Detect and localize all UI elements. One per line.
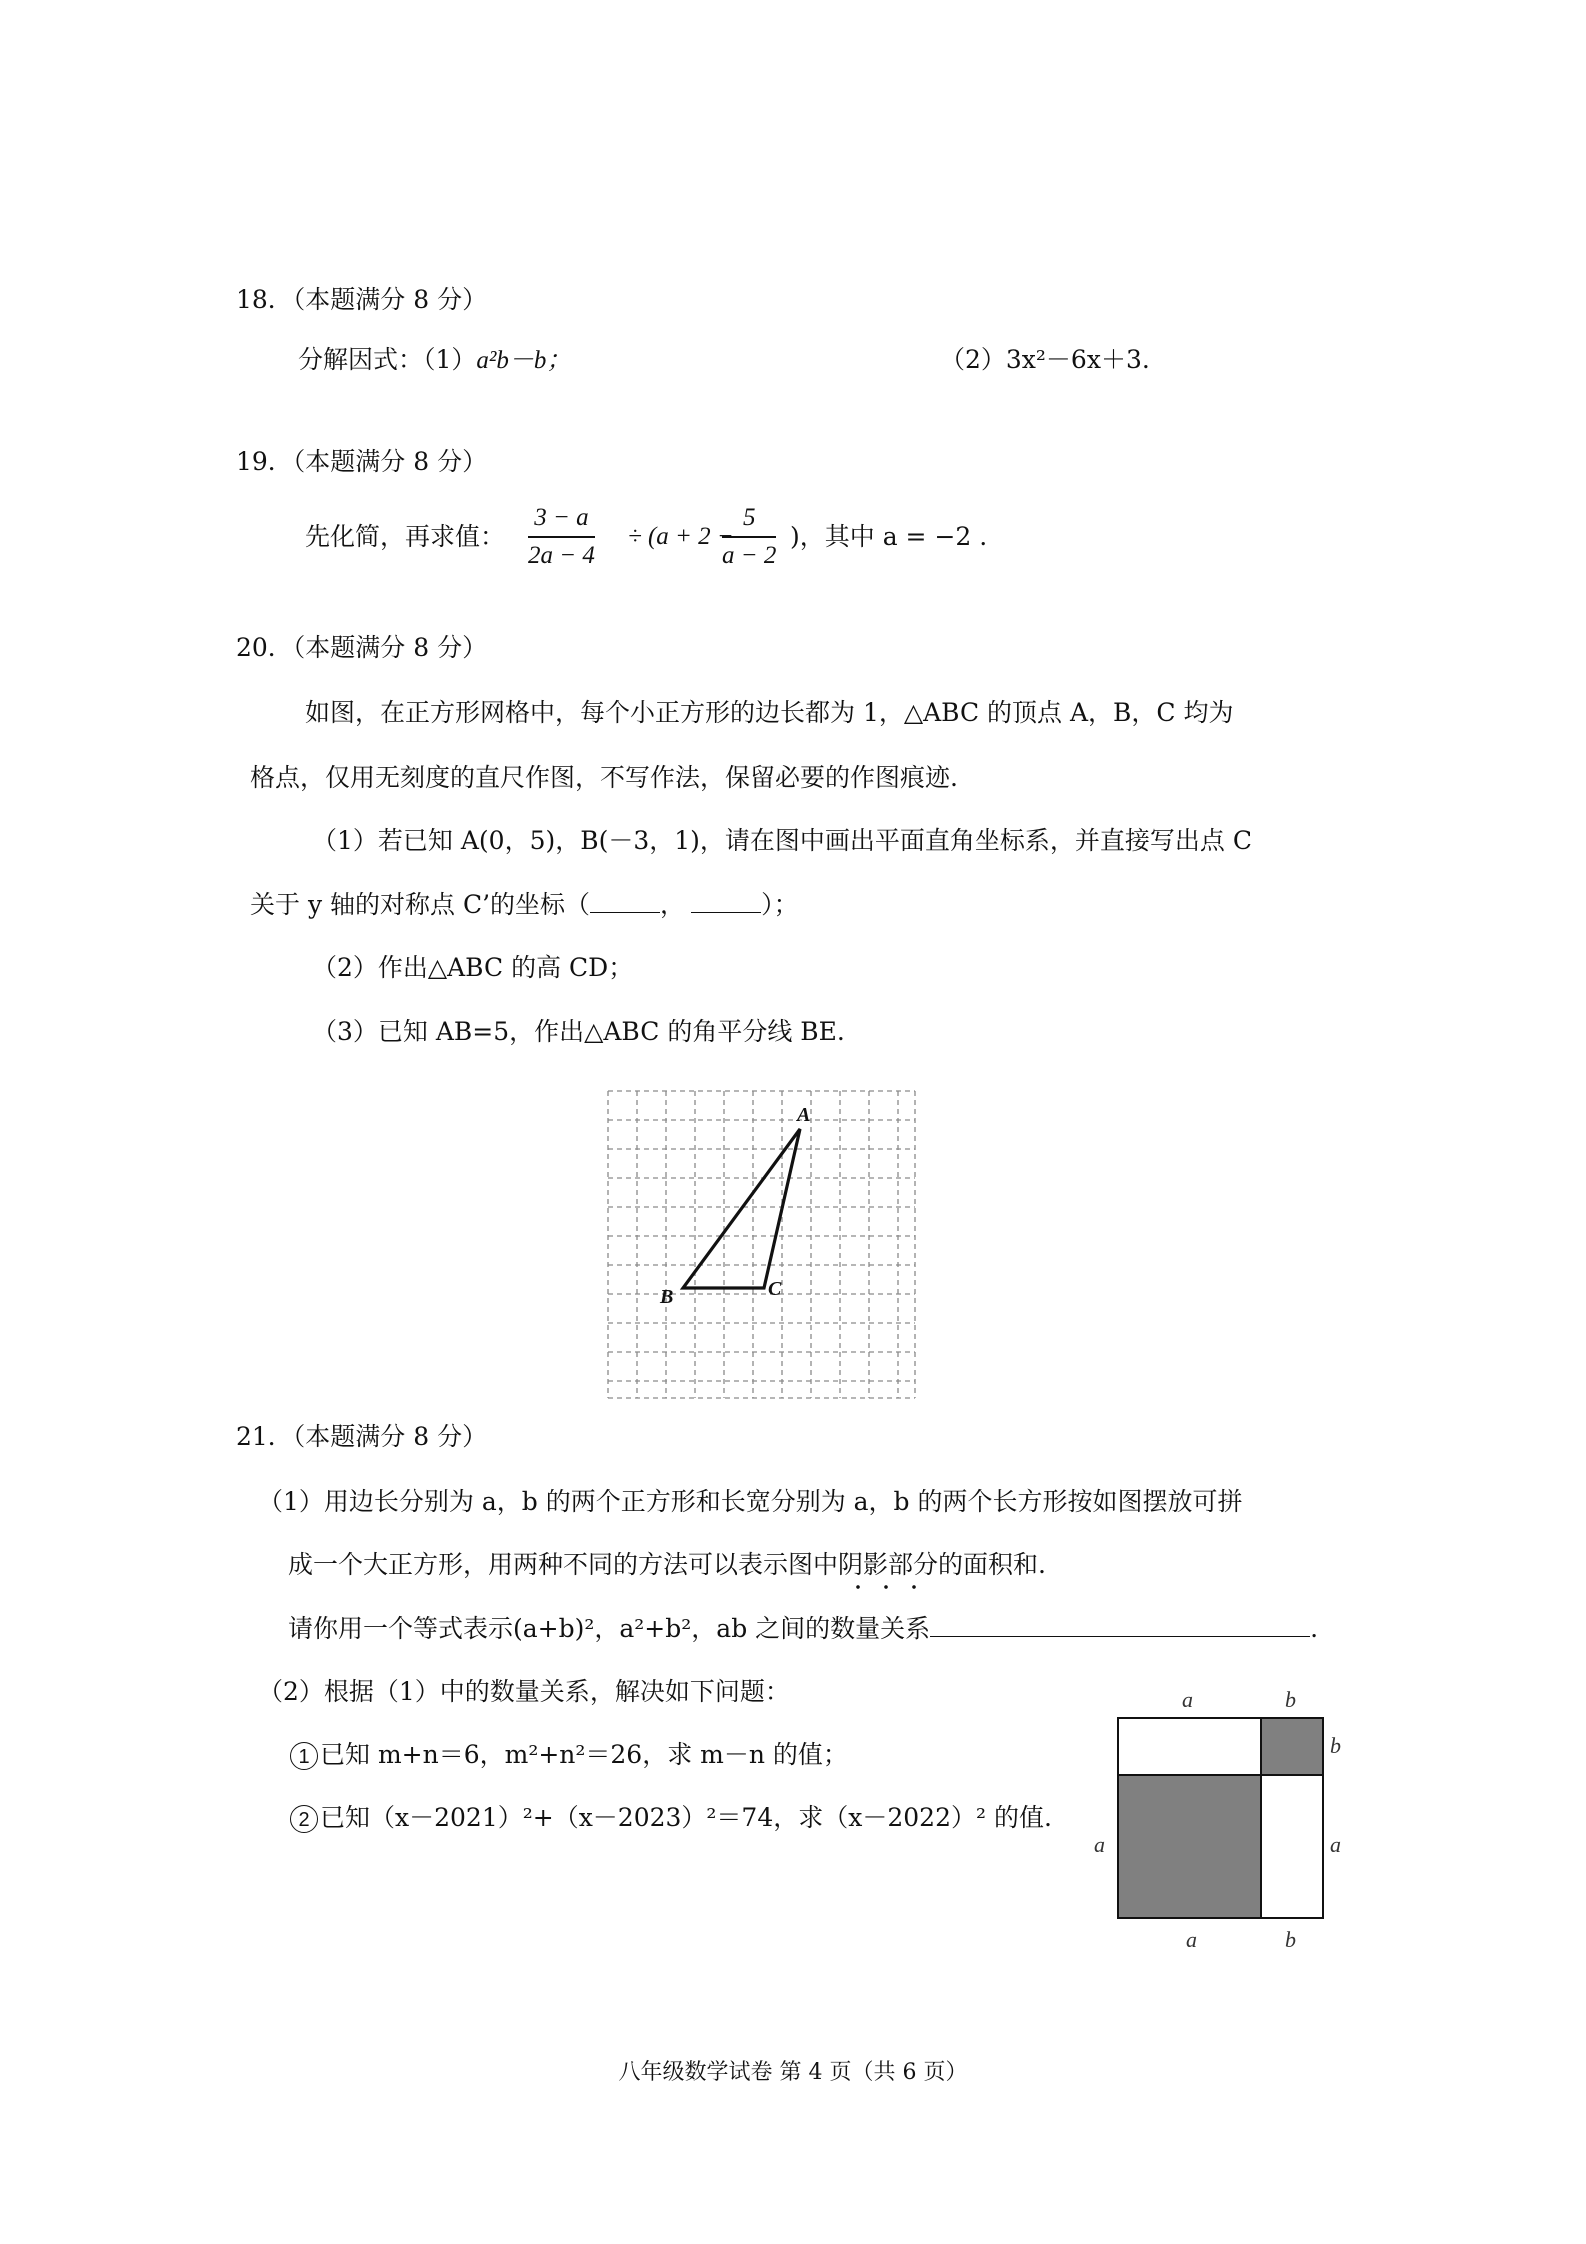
- q18-header: 18．（本题满分 8 分）: [236, 285, 488, 314]
- q20-line5: （2）作出△ABC 的高 CD；: [312, 953, 634, 982]
- answer-blank-equation[interactable]: [930, 1614, 1310, 1637]
- q20-line4-close: ）；: [761, 890, 799, 919]
- q18-part2-label: （2）: [940, 345, 1006, 374]
- label-right-b: b: [1330, 1733, 1341, 1758]
- q20-line6: （3）已知 AB=5，作出△ABC 的角平分线 BE.: [312, 1017, 845, 1046]
- q21-sub1: [290, 1740, 848, 1770]
- large-square-a-shaded: [1118, 1775, 1261, 1918]
- q19-frac1-numerator: 3 − a: [528, 504, 595, 538]
- q21-sub2-text: 已知（x－2021）²+（x－2023）²＝74，求（x－2022）² 的值.: [320, 1803, 1052, 1832]
- q20-line3: （1）若已知 A(0，5)，B(－3，1)，请在图中画出平面直角坐标系，并直接写出点 C: [312, 826, 1252, 855]
- vertex-label-c: C: [768, 1278, 782, 1300]
- q21-p1-line3-end: .: [1310, 1614, 1319, 1643]
- emphasis-shaded-part: 阴影部分: [838, 1550, 939, 1579]
- label-left-a: a: [1094, 1832, 1105, 1857]
- q21-sub2: [290, 1803, 1052, 1833]
- q20-header: 20．（本题满分 8 分）: [236, 633, 488, 662]
- page-footer: 八年级数学试卷 第 4 页（共 6 页）: [618, 2060, 968, 2085]
- rect-ab-top: [1118, 1718, 1261, 1775]
- q19-frac2-numerator: 5: [722, 504, 776, 538]
- q19-fraction-2: [722, 504, 776, 570]
- q20-line1: 如图，在正方形网格中，每个小正方形的边长都为 1，△ABC 的顶点 A，B，C 均为: [305, 698, 1234, 727]
- q20-line4: [250, 890, 799, 920]
- grid-lines: [608, 1091, 915, 1398]
- vertex-label-a: A: [797, 1104, 811, 1126]
- label-top-a: a: [1182, 1687, 1193, 1712]
- q19-fraction-1: [528, 504, 595, 570]
- q21-p1-line2-a: 成一个大正方形，用两种不同的方法可以表示图中: [288, 1550, 839, 1579]
- q18-part2: [940, 345, 1150, 375]
- q19-tail: )，其中 a = −2 .: [790, 522, 988, 551]
- q21-p1-line2: [288, 1550, 1046, 1580]
- q19-frac1-denominator: 2a − 4: [528, 542, 595, 569]
- q21-square-figure: [1080, 1680, 1350, 1960]
- q20-line4-text: 关于 y 轴的对称点 C’的坐标（: [250, 890, 591, 919]
- rect-ab-right: [1261, 1775, 1323, 1918]
- label-bottom-b: b: [1285, 1927, 1296, 1952]
- label-right-a: a: [1330, 1832, 1341, 1857]
- q21-p1-line3-text: 请你用一个等式表示(a+b)²，a²+b²，ab 之间的数量关系: [288, 1614, 931, 1643]
- q18-prompt-label: 分解因式：（1）: [298, 345, 477, 374]
- q20-line2: 格点，仅用无刻度的直尺作图，不写作法，保留必要的作图痕迹.: [250, 763, 958, 792]
- q19-prompt: 先化简，再求值：: [305, 522, 506, 551]
- circled-number-1: 1: [290, 1742, 318, 1770]
- q21-p1-line3: [288, 1614, 1318, 1644]
- q18-part2-expr: 3x²－6x＋3.: [1005, 345, 1150, 374]
- label-bottom-a: a: [1186, 1927, 1197, 1952]
- q20-line4-comma: ，: [660, 890, 686, 919]
- label-top-b: b: [1285, 1687, 1296, 1712]
- small-square-b-shaded: [1261, 1718, 1323, 1775]
- q19-header: 19．（本题满分 8 分）: [236, 447, 488, 476]
- q21-p1-line1: （1）用边长分别为 a，b 的两个正方形和长宽分别为 a，b 的两个长方形按如图摆放可拼: [258, 1487, 1243, 1516]
- q21-header: 21．（本题满分 8 分）: [236, 1422, 488, 1451]
- vertex-label-b: B: [660, 1286, 674, 1308]
- q19-frac2-denominator: a − 2: [722, 542, 777, 569]
- q18-prompt: [298, 345, 571, 376]
- q21-sub1-text: 已知 m+n＝6，m²+n²＝26，求 m－n 的值；: [320, 1740, 848, 1769]
- q18-part1-expr: a²b－b；: [476, 347, 572, 374]
- answer-blank-x[interactable]: [590, 890, 660, 913]
- q21-p1-line2-c: 的面积和.: [938, 1550, 1046, 1579]
- answer-blank-y[interactable]: [691, 890, 761, 913]
- q19-mid: ÷ (a + 2 −: [628, 523, 734, 550]
- q20-grid-figure: [600, 1085, 930, 1405]
- q21-p2-line1: （2）根据（1）中的数量关系，解决如下问题：: [258, 1677, 790, 1706]
- circled-number-2: 2: [290, 1805, 318, 1833]
